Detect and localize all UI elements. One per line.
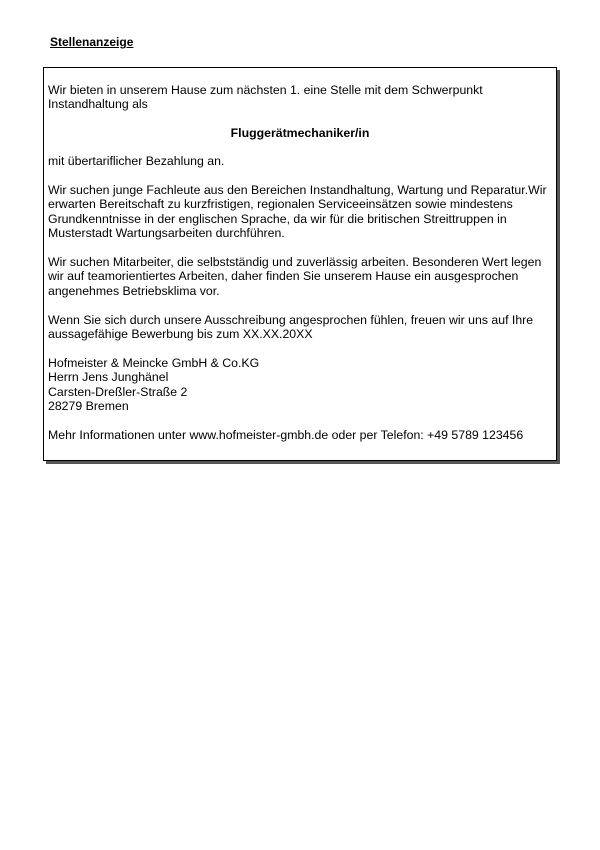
job-title: Fluggerätmechaniker/in <box>230 125 370 140</box>
ad-intro: Wir bieten in unserem Hause zum nächsten 1. eine Stelle mit dem Schwerpunkt Instandhaltung als <box>48 83 483 112</box>
page-title: Stellenanzeige <box>50 35 134 49</box>
ad-requirements: Wir suchen junge Fachleute aus den Bereichen Instandhaltung, Wartung und Reparatur.Wir erwarten Bereitschaft zu kurzfristigen, regionalen Serviceeinsätzen sowie mindestens Grundkenntnisse in der englischen Sprache, da wir für die britischen Streittruppen in Musterstadt Wartungsarbeiten durchführen. <box>48 183 547 241</box>
city-address: 28279 Bremen <box>48 399 129 414</box>
job-ad-box <box>43 67 557 461</box>
ad-application: Wenn Sie sich durch unsere Ausschreibung angesprochen fühlen, freuen wir uns auf Ihre aussagefähige Bewerbung bis zum XX.XX.20XX <box>48 312 534 342</box>
ad-salary: mit übertariflicher Bezahlung an. <box>48 154 225 169</box>
contact-person: Herrn Jens Junghänel <box>48 370 169 385</box>
ad-team: Wir suchen Mitarbeiter, die selbstständig und zuverlässig arbeiten. Besonderen Wert legen wir auf teamorientiertes Arbeiten, daher finden Sie unserem Hause ein ausgesprochen angenehmes Betriebsklima vor. <box>48 255 542 298</box>
more-info: Mehr Informationen unter www.hofmeister-gmbh.de oder per Telefon: +49 5789 123456 <box>48 427 524 442</box>
company-address <box>48 356 552 414</box>
street-address: Carsten-Dreßler-Straße 2 <box>48 384 188 399</box>
company-name: Hofmeister & Meincke GmbH & Co.KG <box>48 355 260 370</box>
